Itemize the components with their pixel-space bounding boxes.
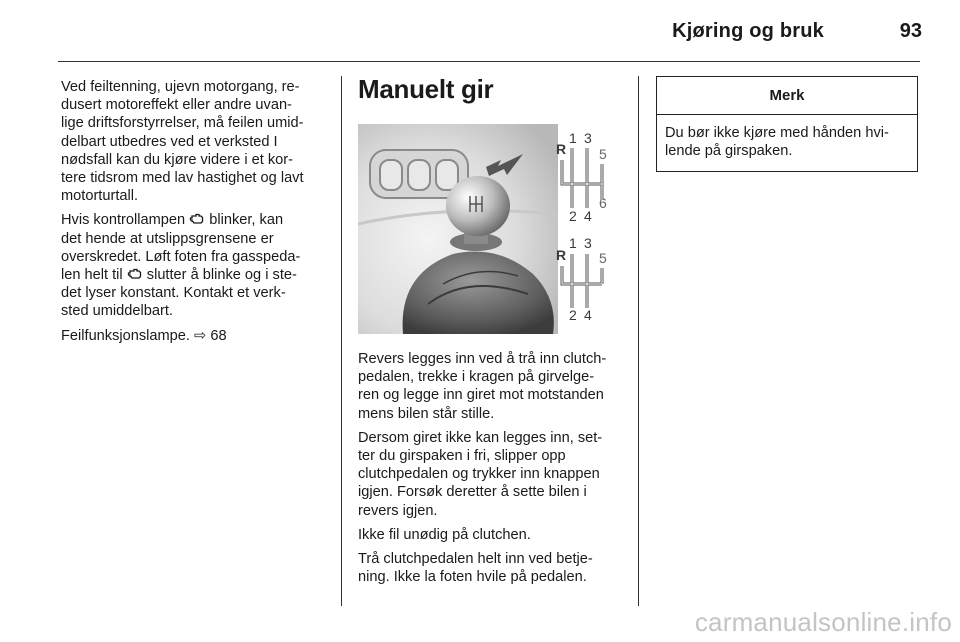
clutch-pedal-paragraph: [358, 550, 624, 586]
line: igjen. Forsøk deretter å sette bilen i: [358, 484, 587, 501]
engine-check-icon: [127, 268, 143, 280]
line: lende på girspaken.: [665, 143, 793, 160]
line: overskredet. Løft foten fra gasspeda-: [61, 248, 301, 265]
line: nødsfall kan du kjøre videre i et kor-: [61, 151, 293, 168]
line: ter du girspaken i fri, slipper opp: [358, 448, 566, 465]
column-divider-right: [638, 76, 639, 606]
gear-knob: [446, 176, 510, 236]
page-number: 93: [899, 20, 922, 42]
line: revers igjen.: [358, 502, 438, 519]
note-body: [657, 115, 917, 170]
right-column: [656, 76, 918, 172]
note-box: [656, 76, 918, 172]
gear-label: 4: [584, 208, 592, 224]
text-run: slutter å blinke og i ste-: [146, 267, 297, 284]
note-heading: Merk: [657, 77, 917, 115]
page-reference-link[interactable]: 68: [210, 327, 227, 344]
left-column: [61, 78, 329, 351]
gear-label: 5: [599, 250, 607, 266]
line: delbart utbedres ved et verksted I: [61, 133, 278, 150]
engine-check-icon: [189, 213, 205, 225]
line: Trå clutchpedalen helt inn ved betje-: [358, 551, 593, 568]
gear-label: 2: [569, 307, 577, 323]
gear-label: 3: [584, 235, 592, 251]
gear-label: 4: [584, 307, 592, 323]
line: clutchpedalen og trykker inn knappen: [358, 466, 600, 483]
text-run: blinker, kan: [209, 212, 284, 229]
text-run: len helt til: [61, 267, 123, 284]
reverse-gear-paragraph: [358, 350, 624, 423]
line: pedalen, trekke i kragen på girvelge-: [358, 369, 595, 386]
line: Dersom giret ikke kan legges inn, set-: [358, 429, 603, 446]
malfunction-paragraph: [61, 78, 329, 205]
line: Ved feiltenning, ujevn motorgang, re-: [61, 79, 300, 95]
middle-column-text: [358, 350, 624, 592]
line: dusert motoreffekt eller andre uvan-: [61, 97, 292, 114]
warning-lamp-paragraph: [61, 211, 329, 320]
line: sted umiddelbart.: [61, 303, 173, 320]
line: det hende at utslippsgrensene er: [61, 230, 274, 247]
text-run: Hvis kontrollampen: [61, 212, 186, 229]
line: Ikke fil unødig på clutchen.: [358, 526, 531, 543]
retry-paragraph: [358, 429, 624, 520]
gear-label: 3: [584, 130, 592, 146]
gear-label: 1: [569, 235, 577, 251]
watermark: carmanualsonline.info: [694, 607, 952, 637]
gearshift-illustration: [358, 124, 622, 334]
page-reference-arrow-icon: ⇨: [194, 326, 207, 344]
header-divider: [58, 61, 920, 62]
line: motorturtall.: [61, 188, 139, 205]
reference-paragraph: [61, 327, 329, 345]
reverse-label: R: [556, 247, 567, 263]
reference-label: Feilfunksjonslampe.: [61, 327, 190, 344]
line: Revers legges inn ved å trå inn clutch-: [358, 351, 607, 367]
section-title: Manuelt gir: [358, 74, 494, 104]
clutch-slip-paragraph: [358, 526, 624, 544]
column-divider-left: [341, 76, 342, 606]
line: Du bør ikke kjøre med hånden hvi-: [665, 125, 889, 142]
line: ren og legge inn giret mot motstanden: [358, 387, 604, 404]
gear-label: 2: [569, 208, 577, 224]
line: tere tidsrom med lav hastighet og lavt: [61, 170, 304, 187]
gear-label: 6: [599, 195, 607, 211]
gear-label: 1: [569, 130, 577, 146]
line: ning. Ikke la foten hvile på pedalen.: [358, 569, 587, 586]
reverse-label: R: [556, 141, 567, 157]
line: mens bilen står stille.: [358, 405, 495, 422]
line: det lyser konstant. Kontakt et verk-: [61, 285, 286, 302]
line: lige driftsforstyrrelser, må feilen umid-: [61, 115, 304, 132]
running-header-title: Kjøring og bruk: [672, 20, 824, 42]
gear-label: 5: [599, 146, 607, 162]
